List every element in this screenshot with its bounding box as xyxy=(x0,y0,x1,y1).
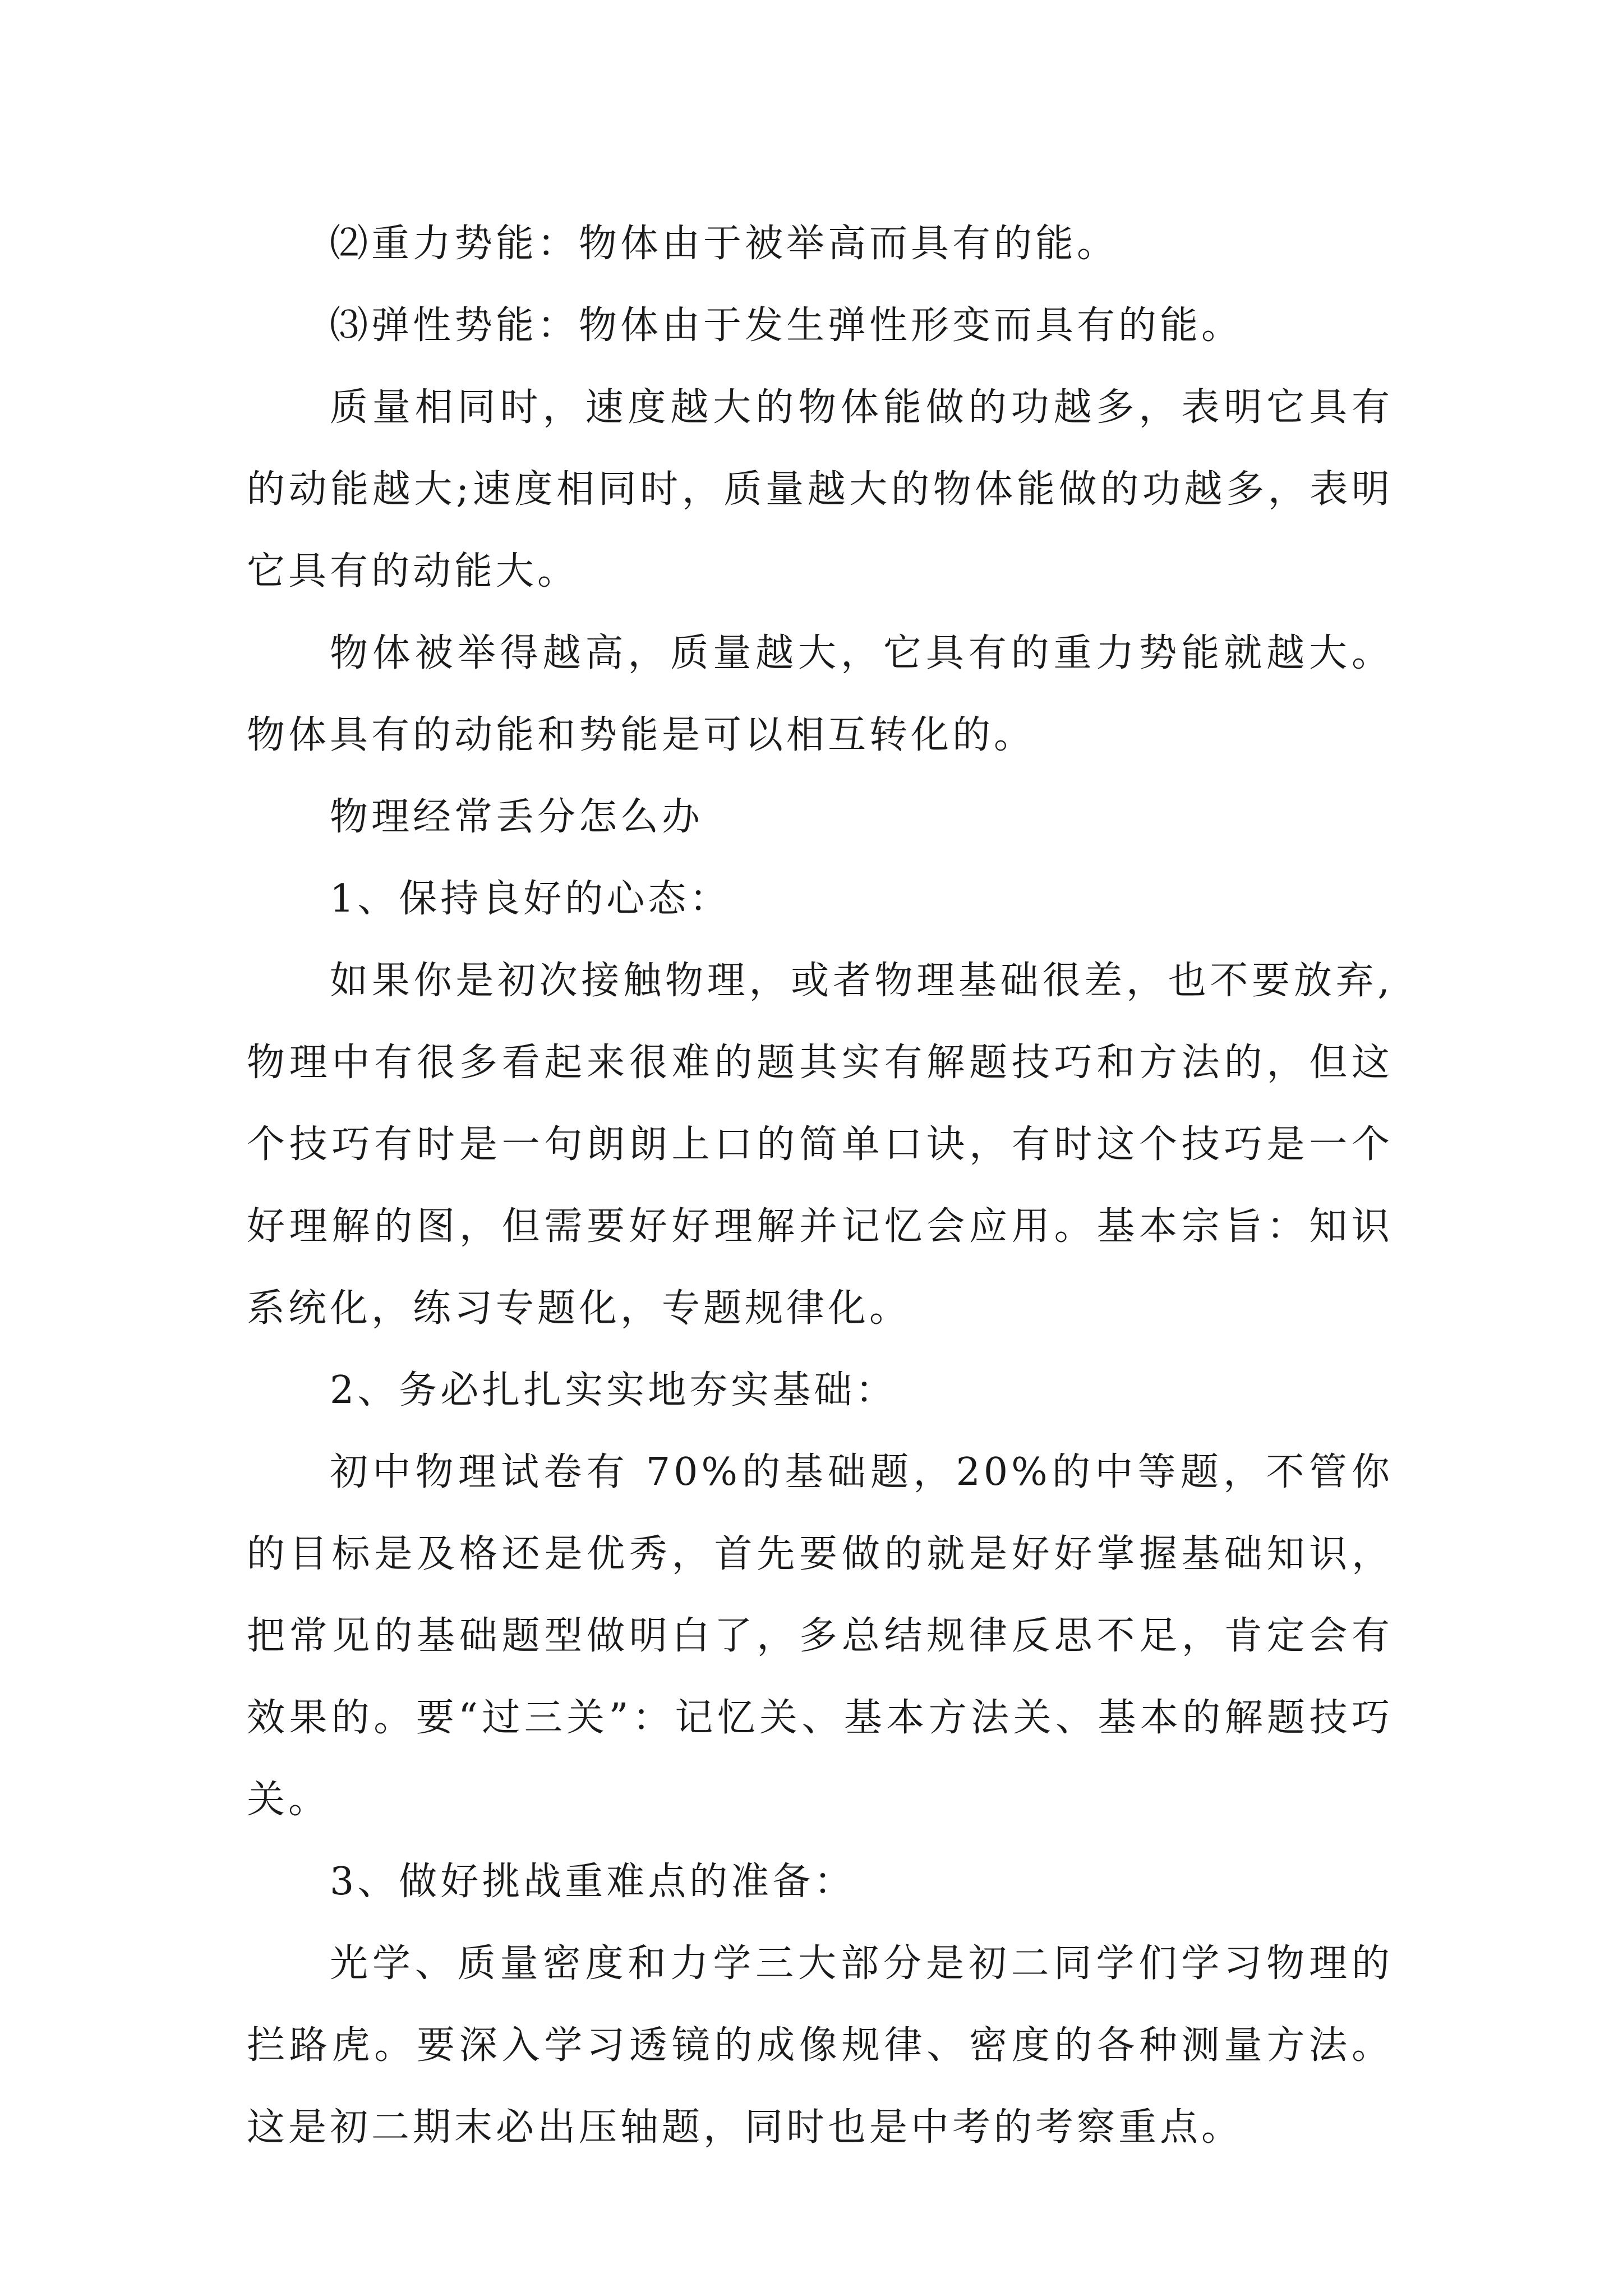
tip-body-1: 如果你是初次接触物理，或者物理基础很差，也不要放弃,物理中有很多看起来很难的题其实有解题技巧和方法的，但这个技巧有时是一句朗朗上口的简单口诀，有时这个技巧是一个好理解的图，但需要好好理解并记忆会应用。基本宗旨：知识系统化，练习专题化，专题规律化。 xyxy=(247,959,1393,1331)
tip-heading-1: 1、保持良好的心态： xyxy=(330,877,731,921)
paragraph-gravitational-potential-energy: ⑵重力势能：物体由于被举高而具有的能。 xyxy=(330,222,1119,266)
tip-body-2: 初中物理试卷有 70%的基础题，20%的中等题，不管你的目标是及格还是优秀，首先要做的就是好好掌握基础知识，把常见的基础题型做明白了，多总结规律反思不足，肯定会有效果的。要“过三关”：记忆关、基本方法关、基本的解题技巧关。 xyxy=(247,1450,1393,1822)
document-body xyxy=(247,203,1393,2169)
tip-heading-2: 2、务必扎扎实实地夯实基础： xyxy=(330,1368,897,1412)
tip-heading-3: 3、做好挑战重难点的准备： xyxy=(330,1860,856,1904)
paragraph-elastic-potential-energy: ⑶弹性势能：物体由于发生弹性形变而具有的能。 xyxy=(330,303,1243,348)
tip-body-3: 光学、质量密度和力学三大部分是初二同学们学习物理的拦路虎。要深入学习透镜的成像规律、密度的各种测量方法。这是初二期末必出压轴题，同时也是中考的考察重点。 xyxy=(247,1941,1393,2150)
paragraph-kinetic-energy-factors: 质量相同时，速度越大的物体能做的功越多，表明它具有的动能越大;速度相同时，质量越大的物体能做的功越多，表明它具有的动能大。 xyxy=(247,385,1393,593)
section-heading-losing-points: 物理经常丢分怎么办 xyxy=(330,795,704,839)
paragraph-potential-energy-factors: 物体被举得越高，质量越大，它具有的重力势能就越大。物体具有的动能和势能是可以相互转化的。 xyxy=(247,631,1393,757)
